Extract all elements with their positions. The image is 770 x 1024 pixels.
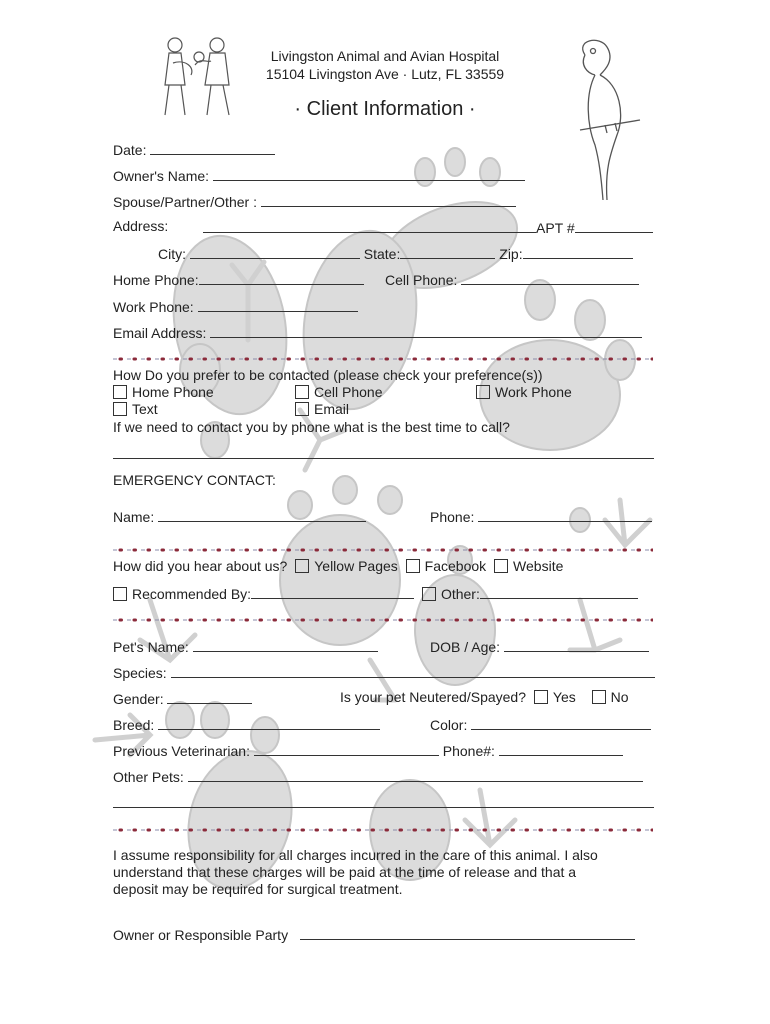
dob-label: DOB / Age:: [430, 639, 501, 655]
state-field[interactable]: [400, 244, 495, 259]
city-label: City:: [158, 246, 186, 262]
emergency-heading: EMERGENCY CONTACT:: [113, 472, 276, 488]
pref-text[interactable]: Text: [113, 401, 158, 417]
emergency-phone-label: Phone:: [430, 509, 475, 525]
home-phone-field[interactable]: [199, 270, 364, 285]
work-phone-row: [113, 297, 358, 315]
disclaimer-line: deposit may be required for surgical treatment.: [113, 881, 403, 897]
other-pets-field[interactable]: [188, 767, 643, 782]
ref-yellow-pages: Yellow Pages: [314, 558, 398, 574]
neutered-yes: Yes: [552, 689, 576, 705]
referral-row: [113, 558, 563, 574]
date-label: Date:: [113, 142, 147, 158]
prev-vet-row: [113, 741, 623, 759]
neutered-no: No: [610, 689, 629, 705]
checkbox[interactable]: [494, 559, 508, 573]
address-label: Address:: [113, 218, 169, 234]
form-title: · Client Information ·: [294, 98, 476, 120]
neutered-question: Is your pet Neutered/Spayed?: [340, 689, 527, 705]
contact-pref-question: How Do you prefer to be contacted (please check your preference(s)): [113, 367, 543, 383]
checkbox[interactable]: [113, 385, 127, 399]
pet-name-field[interactable]: [193, 637, 378, 652]
gender-row: [113, 689, 252, 707]
state-label: State:: [363, 246, 401, 262]
other-pets-row: [113, 767, 643, 785]
pet-name-label: Pet's Name:: [113, 639, 189, 655]
other-field[interactable]: [480, 584, 638, 599]
checkbox[interactable]: [295, 385, 309, 399]
dob-row: [430, 637, 649, 655]
species-label: Species:: [113, 665, 167, 681]
pref-cell-phone[interactable]: Cell Phone: [295, 384, 383, 400]
home-phone-label: Home Phone:: [113, 272, 199, 288]
home-phone-row: [113, 270, 364, 288]
owners-name-field[interactable]: [213, 166, 525, 181]
hospital-name: Livingston Animal and Avian Hospital: [270, 48, 500, 64]
dob-field[interactable]: [504, 637, 649, 652]
checkbox[interactable]: [295, 559, 309, 573]
neutered-row: [340, 689, 629, 705]
breed-row: [113, 715, 380, 733]
emergency-name-row: [113, 507, 366, 525]
best-time-question: If we need to contact you by phone what is the best time to call?: [113, 419, 510, 435]
pref-email[interactable]: Email: [295, 401, 349, 417]
work-phone-field[interactable]: [198, 297, 358, 312]
ref-facebook: Facebook: [424, 558, 487, 574]
emergency-phone-row: [430, 507, 652, 525]
breed-field[interactable]: [158, 715, 380, 730]
zip-label: Zip:: [499, 246, 523, 262]
email-row: [113, 323, 642, 341]
other-pets-label: Other Pets:: [113, 769, 184, 785]
spouse-label: Spouse/Partner/Other :: [113, 194, 257, 210]
checkbox[interactable]: [113, 587, 127, 601]
gender-field[interactable]: [167, 689, 252, 704]
owners-name-label: Owner's Name:: [113, 168, 210, 184]
disclaimer-line: I assume responsibility for all charges incurred in the care of this animal. I also: [113, 847, 598, 863]
cell-phone-row: [385, 270, 639, 288]
address-field[interactable]: [203, 218, 536, 233]
checkbox[interactable]: [406, 559, 420, 573]
species-field[interactable]: [171, 663, 655, 678]
color-label: Color:: [430, 717, 468, 733]
gender-label: Gender:: [113, 691, 164, 707]
email-field[interactable]: [210, 323, 642, 338]
separator: [113, 827, 653, 833]
spouse-field[interactable]: [261, 192, 516, 207]
cell-phone-label: Cell Phone:: [385, 272, 458, 288]
disclaimer-line: understand that these charges will be paid at the time of release and that a: [113, 864, 577, 880]
signature-field[interactable]: [300, 925, 635, 940]
separator: [113, 617, 653, 623]
zip-field[interactable]: [523, 244, 633, 259]
hospital-address: 15104 Livingston Ave · Lutz, FL 33559: [265, 66, 505, 82]
prev-vet-phone-label: Phone#:: [442, 743, 495, 759]
emergency-phone-field[interactable]: [478, 507, 652, 522]
checkbox[interactable]: [534, 690, 548, 704]
ref-recommended-label: Recommended By:: [132, 586, 252, 602]
apt-label: APT #: [536, 220, 575, 236]
cell-phone-field[interactable]: [461, 270, 639, 285]
emergency-name-label: Name:: [113, 509, 155, 525]
color-field[interactable]: [471, 715, 651, 730]
checkbox[interactable]: [476, 385, 490, 399]
prev-vet-label: Previous Veterinarian:: [113, 743, 250, 759]
other-pets-field-2[interactable]: [113, 793, 654, 808]
separator: [113, 547, 653, 553]
checkbox[interactable]: [422, 587, 436, 601]
work-phone-label: Work Phone:: [113, 299, 194, 315]
recommended-field[interactable]: [251, 584, 414, 599]
email-label: Email Address:: [113, 325, 207, 341]
color-row: [430, 715, 651, 733]
ref-website: Website: [513, 558, 564, 574]
checkbox[interactable]: [592, 690, 606, 704]
emergency-name-field[interactable]: [158, 507, 366, 522]
referral-question: How did you hear about us?: [113, 558, 288, 574]
species-row: [113, 663, 655, 681]
checkbox[interactable]: [113, 402, 127, 416]
owners-name-row: [113, 166, 525, 184]
prev-vet-field[interactable]: [254, 741, 439, 756]
ref-other-label: Other:: [440, 586, 480, 602]
signature-label: Owner or Responsible Party: [113, 927, 289, 943]
pref-work-phone[interactable]: Work Phone: [476, 384, 572, 400]
signature-row: [113, 925, 635, 943]
apt-field[interactable]: [575, 218, 653, 233]
date-row: [113, 140, 275, 158]
checkbox[interactable]: [295, 402, 309, 416]
spouse-row: [113, 192, 516, 210]
pet-name-row: [113, 637, 378, 655]
city-row: [158, 244, 633, 262]
city-field[interactable]: [190, 244, 360, 259]
date-field[interactable]: [150, 140, 275, 155]
separator: [113, 356, 653, 362]
recommended-row: [113, 584, 638, 602]
best-time-field[interactable]: [113, 444, 654, 459]
address-row: [203, 218, 653, 236]
prev-vet-phone-field[interactable]: [499, 741, 623, 756]
pref-home-phone[interactable]: Home Phone: [113, 384, 214, 400]
breed-label: Breed:: [113, 717, 155, 733]
